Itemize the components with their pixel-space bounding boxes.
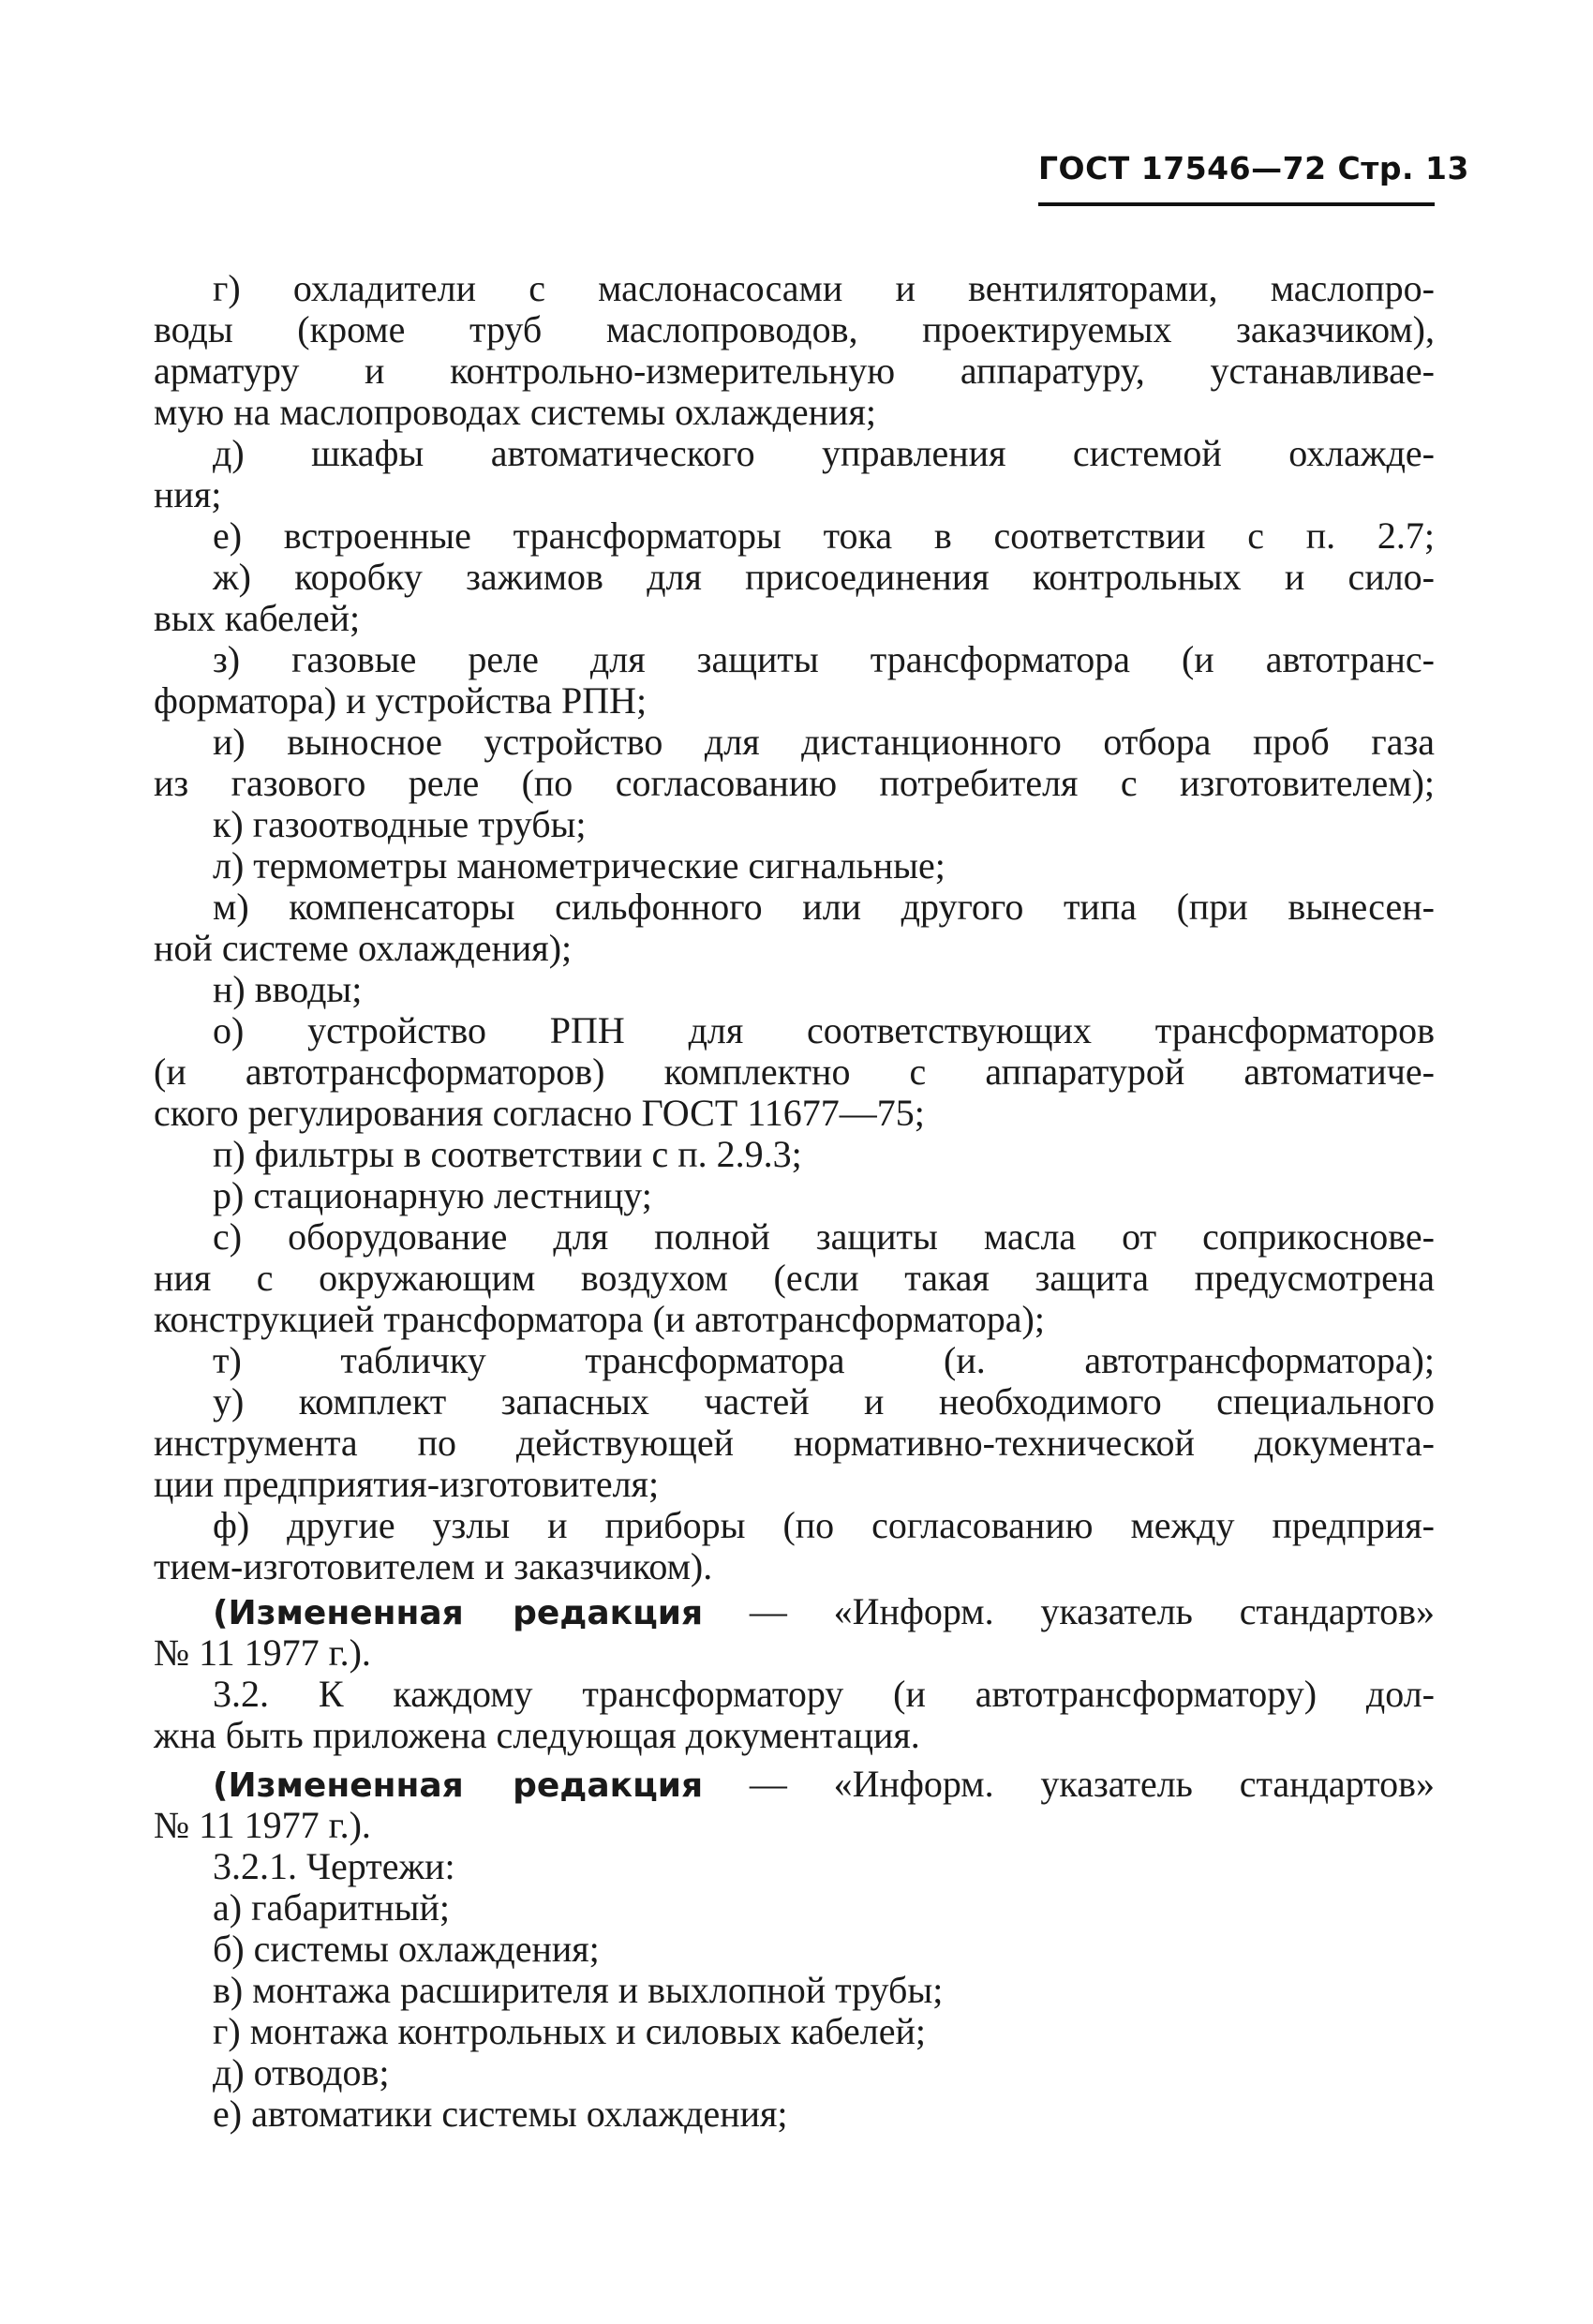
text-line: мую на маслопроводах системы охлаждения; xyxy=(154,391,876,433)
text-line: ф) другие узлы и приборы (по согласованию между предприя- xyxy=(213,1505,1435,1546)
text-line: у) комплект запасных частей и необходимого специального xyxy=(213,1381,1435,1423)
text-line: ния; xyxy=(154,473,222,515)
text-line: ж) коробку зажимов для присоединения контрольных и сило- xyxy=(213,557,1435,598)
text-line: л) термометры манометрические сигнальные; xyxy=(213,844,945,886)
document-body xyxy=(154,268,1435,2135)
text-line: ния с окружающим воздухом (если такая защита предусмотрена xyxy=(154,1258,1435,1299)
drawing-list-item: е) автоматики системы охлаждения; xyxy=(213,2093,788,2135)
text-line: ского регулирования согласно ГОСТ 11677—75; xyxy=(154,1092,925,1134)
drawing-list-item: г) монтажа контрольных и силовых кабелей; xyxy=(213,2010,926,2052)
text-line: (и автотрансформаторов) комплектно с аппаратурой автоматиче- xyxy=(154,1051,1435,1093)
text-line: к) газоотводные трубы; xyxy=(213,803,587,845)
text-line: г) охладители с маслонасосами и вентиляторами, маслопро- xyxy=(213,268,1435,309)
page-header xyxy=(1038,150,1469,186)
text-line: е) встроенные трансформаторы тока в соответствии с п. 2.7; xyxy=(213,515,1435,557)
drawing-list-item: б) системы охлаждения; xyxy=(213,1928,600,1970)
text-line: инструмента по действующей нормативно-технической документа- xyxy=(154,1423,1435,1464)
clause-3-2-line: 3.2. К каждому трансформатору (и автотрансформатору) дол- xyxy=(213,1674,1435,1715)
drawing-list-item: а) габаритный; xyxy=(213,1886,451,1929)
text-line: форматора) и устройства РПН; xyxy=(154,679,648,722)
amendment-text: — «Информ. указатель стандартов» xyxy=(703,1764,1435,1805)
amendment-reference: № 11 1977 г.). xyxy=(154,1631,371,1674)
amendment-reference: № 11 1977 г.). xyxy=(154,1804,371,1846)
text-line: воды (кроме труб маслопроводов, проектируемых заказчиком), xyxy=(154,309,1435,350)
text-line: с) оборудование для полной защиты масла от соприкоснове- xyxy=(213,1216,1435,1258)
text-line: ной системе охлаждения); xyxy=(154,927,573,969)
text-line: м) компенсаторы сильфонного или другого типа (при вынесен- xyxy=(213,886,1435,928)
drawing-list-item: д) отводов; xyxy=(213,2051,390,2093)
clause-3-2-1-title: 3.2.1. Чертежи: xyxy=(213,1845,455,1887)
text-line: н) вводы; xyxy=(213,968,363,1010)
amendment-bold: (Измененная редакция xyxy=(213,1766,704,1805)
text-line: тием-изготовителем и заказчиком). xyxy=(154,1545,713,1587)
amendment-note xyxy=(154,1591,1435,1632)
text-line: вых кабелей; xyxy=(154,597,361,639)
drawing-list-item: в) монтажа расширителя и выхлопной трубы; xyxy=(213,1969,944,2011)
text-line: конструкцией трансформатора (и автотрансформатора); xyxy=(154,1298,1045,1340)
standard-number: ГОСТ 17546—72 xyxy=(1038,150,1327,186)
amendment-note xyxy=(154,1764,1435,1805)
page-number: Стр. 13 xyxy=(1337,150,1469,186)
text-line: т) табличку трансформатора (и. автотрансформатора); xyxy=(213,1340,1435,1381)
text-line: о) устройство РПН для соответствующих трансформаторов xyxy=(213,1010,1435,1051)
text-line: д) шкафы автоматического управления системой охлажде- xyxy=(213,433,1435,474)
clause-3-2-line: жна быть приложена следующая документация. xyxy=(154,1714,920,1756)
header-rule xyxy=(1038,202,1435,206)
text-line: арматуру и контрольно-измерительную аппаратуру, устанавливае- xyxy=(154,350,1435,392)
text-line: п) фильтры в соответствии с п. 2.9.3; xyxy=(213,1133,802,1175)
amendment-bold: (Измененная редакция xyxy=(213,1594,704,1632)
text-line: из газового реле (по согласованию потребителя с изготовителем); xyxy=(154,763,1435,804)
text-line: ции предприятия-изготовителя; xyxy=(154,1463,660,1505)
text-line: з) газовые реле для защиты трансформатора (и автотранс- xyxy=(213,639,1435,680)
amendment-text: — «Информ. указатель стандартов» xyxy=(703,1591,1435,1632)
text-line: р) стационарную лестницу; xyxy=(213,1174,652,1216)
text-line: и) выносное устройство для дистанционного отбора проб газа xyxy=(213,722,1435,763)
